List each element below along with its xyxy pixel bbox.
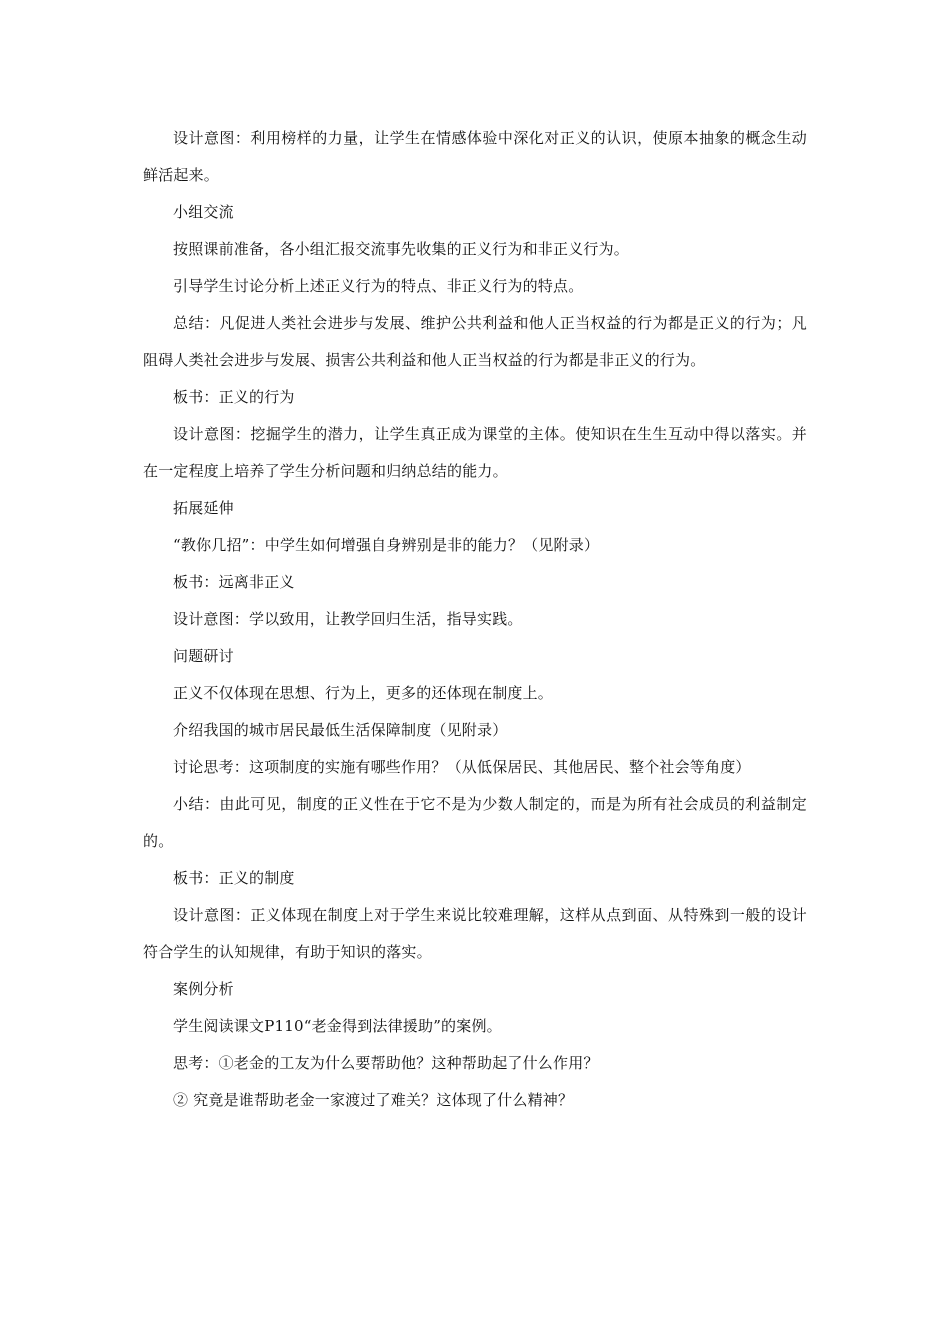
paragraph-brief-summary: 小结：由此可见，制度的正义性在于它不是为少数人制定的，而是为所有社会成员的利益制定的。 [143, 795, 807, 850]
paragraph-board-just-system: 板书：正义的制度 [173, 869, 295, 887]
paragraph-board-avoid-injustice: 板书：远离非正义 [173, 573, 295, 591]
paragraph-question-1: 思考：①老金的工友为什么要帮助他？这种帮助起了什么作用？ [173, 1054, 599, 1072]
document-body [143, 120, 807, 1119]
heading-case-analysis: 案例分析 [173, 980, 234, 998]
paragraph-design-intent-1: 设计意图：利用榜样的力量，让学生在情感体验中深化对正义的认识，使原本抽象的概念生动鲜活起来。 [143, 129, 807, 184]
paragraph-design-intent-2: 设计意图：挖掘学生的潜力，让学生真正成为课堂的主体。使知识在生生互动中得以落实。并在一定程度上培养了学生分析问题和归纳总结的能力。 [143, 425, 807, 480]
heading-extension: 拓展延伸 [173, 499, 234, 517]
paragraph-design-intent-3: 设计意图：学以致用，让教学回归生活，指导实践。 [173, 610, 523, 628]
paragraph-justice-in-system: 正义不仅体现在思想、行为上，更多的还体现在制度上。 [173, 684, 554, 702]
paragraph-question-2: ② 究竟是谁帮助老金一家渡过了难关？这体现了什么精神？ [173, 1091, 574, 1109]
paragraph-introduce-system: 介绍我国的城市居民最低生活保障制度（见附录） [173, 721, 508, 739]
paragraph-design-intent-4: 设计意图：正义体现在制度上对于学生来说比较难理解，这样从点到面、从特殊到一般的设计符合学生的认知规律，有助于知识的落实。 [143, 906, 807, 961]
paragraph-reading-case: 学生阅读课文P110“老金得到法律援助”的案例。 [173, 1017, 502, 1035]
paragraph-summary: 总结：凡促进人类社会进步与发展、维护公共利益和他人正当权益的行为都是正义的行为；凡阻碍人类社会进步与发展、损害公共利益和他人正当权益的行为都是非正义的行为。 [143, 314, 807, 369]
paragraph-group-report: 按照课前准备，各小组汇报交流事先收集的正义行为和非正义行为。 [173, 240, 630, 258]
paragraph-discussion-question: 讨论思考：这项制度的实施有哪些作用？（从低保居民、其他居民、整个社会等角度） [173, 758, 751, 776]
paragraph-tips: “教你几招”：中学生如何增强自身辨别是非的能力？（见附录） [173, 536, 600, 554]
paragraph-board-just-behavior: 板书：正义的行为 [173, 388, 295, 406]
heading-group-exchange: 小组交流 [173, 203, 234, 221]
paragraph-guide-discussion: 引导学生讨论分析上述正义行为的特点、非正义行为的特点。 [173, 277, 584, 295]
heading-problem-study: 问题研讨 [173, 647, 234, 665]
